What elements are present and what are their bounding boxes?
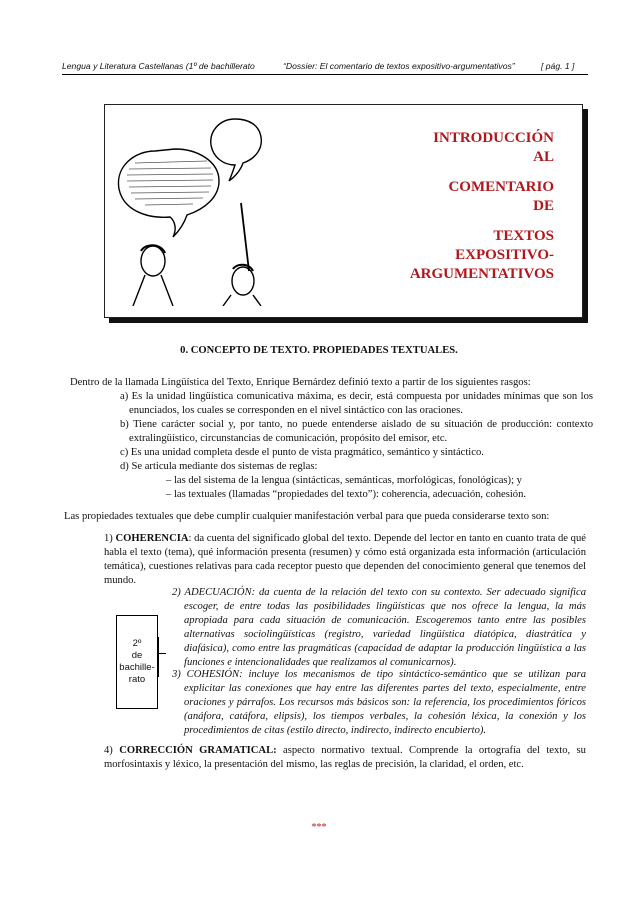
document-title xyxy=(334,129,554,284)
propiedad-correccion xyxy=(104,744,586,772)
coherencia-text: : da cuenta del significado global del texto. Depende del lector en tanto en cuanto trata de qué habla el texto (tema), qué información presenta (resumen) y cómo está organizada esta información (articulación temática), cuestiones relativas para cada receptor puesto que dependen del conocimiento general que tenemos del mundo. xyxy=(104,533,586,586)
title-line-6: EXPOSITIVO- xyxy=(455,247,554,263)
bach-line-2: de xyxy=(131,650,143,661)
rasgo-c: c) Es una unidad completa desde el punto de vista pragmático, semántico y sintáctico. xyxy=(120,447,484,458)
section-heading: 0. CONCEPTO DE TEXTO. PROPIEDADES TEXTUALES. xyxy=(180,345,458,356)
title-line-4: DE xyxy=(533,198,554,214)
rasgo-d: d) Se articula mediante dos sistemas de reglas: xyxy=(120,461,318,472)
intro-paragraph: Dentro de la llamada Lingüística del Texto, Enrique Bernárdez definió texto a partir de los siguientes rasgos: xyxy=(70,377,531,388)
propiedad-adecuacion: 2) ADECUACIÓN: da cuenta de la relación del texto con su contexto. Ser adecuado significa escoger, de entre todas las posibilidades lingüísticas que nos ofrece la lengua, la más apropiada para cada situación de comunicación. Escogeremos tanto entre las posibles alternativas sociolingüísticas (registro, variedad lingüística diatópica, diastrática y diafásica), como entre las pragmáticas (capacidad de adaptar la producción lingüística a las funciones e intencionalidades que realizamos al comunicarnos). xyxy=(172,587,586,668)
correccion-number: 4) xyxy=(104,745,113,756)
rasgo-d-subitem-2: – las textuales (llamadas “propiedades del texto”): coherencia, adecuación, cohesión. xyxy=(166,489,527,500)
propiedad-coherencia xyxy=(104,532,586,588)
bachillerato-label-box xyxy=(116,615,158,709)
header-subject: Lengua y Literatura Castellanas (1º de bachillerato xyxy=(62,61,255,71)
rasgo-a: a) Es la unidad lingüística comunicativa máxima, es decir, está compuesta por unidades mínimas que son los enunciados, los cuales se corresponden en el nivel sintáctico con las oraciones. xyxy=(120,391,593,416)
coherencia-title: COHERENCIA xyxy=(115,533,189,544)
header-page-number: [ pág. 1 ] xyxy=(541,61,575,71)
title-line-7: ARGUMENTATIVOS xyxy=(409,266,554,282)
cartoon-illustration xyxy=(115,111,315,306)
title-line-1: INTRODUCCIÓN xyxy=(433,130,554,146)
rasgo-d-subitem-1: – las del sistema de la lengua (sintácticas, semánticas, morfológicas, fonológicas); y xyxy=(166,475,522,486)
title-line-2: AL xyxy=(533,149,554,165)
bach-line-1: 2º xyxy=(132,638,142,649)
bach-line-3: bachille- xyxy=(119,662,155,673)
propiedades-intro: Las propiedades textuales que debe cumplir cualquier manifestación verbal para que pueda considerarse texto son: xyxy=(64,511,550,522)
bracket-connector xyxy=(158,637,167,677)
coherencia-number: 1) xyxy=(104,533,113,544)
title-line-5: TEXTOS xyxy=(493,228,554,244)
title-line-3: COMENTARIO xyxy=(448,179,554,195)
bach-line-4: rato xyxy=(128,674,146,685)
rasgo-b: b) Tiene carácter social y, por tanto, no puede entenderse aislado de su situación de producción: contexto extralingüístico, circunstancias de comunicación, propósito del emisor, etc. xyxy=(120,419,593,444)
header-dossier-title: “Dossier: El comentario de textos expositivo-argumentativos” xyxy=(283,61,515,71)
title-box xyxy=(104,104,583,318)
correccion-text: aspecto normativo textual. Comprende la ortografía del texto, su morfosintaxis y léxico, la presentación del mismo, las reglas de precisión, la claridad, el orden, etc. xyxy=(104,745,586,770)
header-rule xyxy=(62,74,588,75)
end-stars: *** xyxy=(311,822,327,833)
propiedad-cohesion: 3) COHESIÓN: incluye los mecanismos de tipo sintáctico-semántico que se utilizan para explicitar las conexiones que hay entre las diferentes partes del texto, especialmente, entre oraciones y párrafos. Los recursos más básicos son: la referencia, los procedimientos fóricos (anáfora, catáfora, elipsis), los tiempos verbales, la cohesión léxica, la conexión y los procedimientos de citas (estilo directo, indirecto, indirecto encubierto). xyxy=(172,669,586,736)
correccion-title: CORRECCIÓN GRAMATICAL: xyxy=(119,745,277,756)
